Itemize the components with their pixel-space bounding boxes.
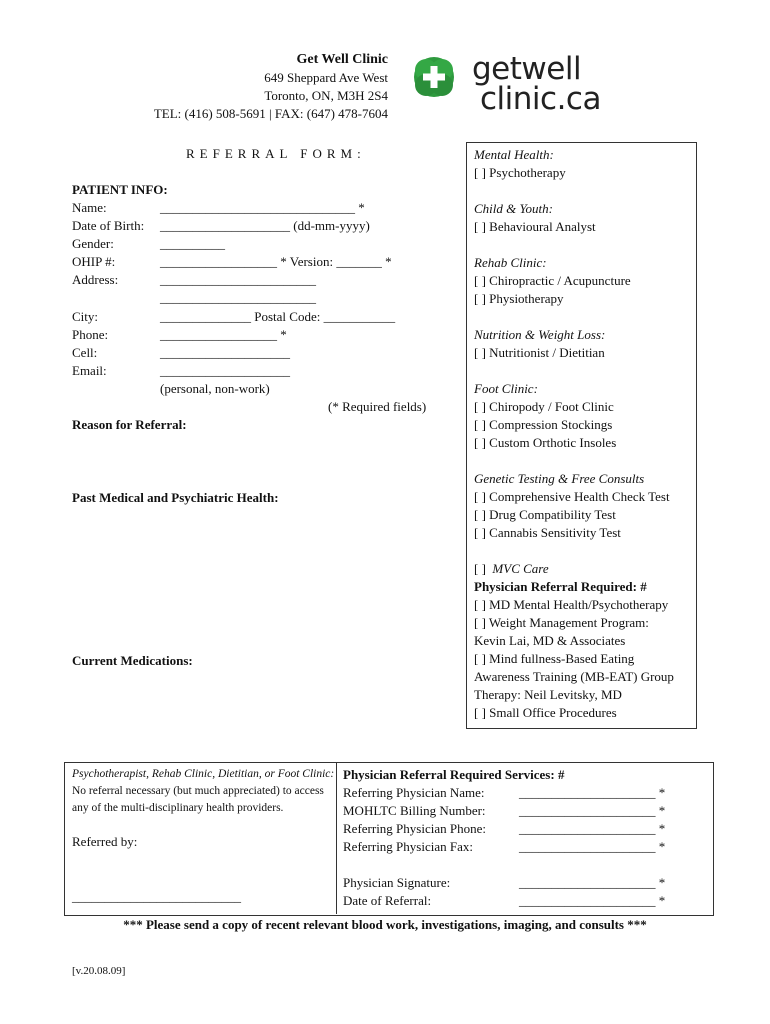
mb-eat-line2: Awareness Training (MB-EAT) Group	[474, 669, 674, 684]
clinic-header	[0, 50, 388, 123]
mvc-label: MVC Care	[492, 561, 549, 576]
service-checkbox-mb-eat[interactable]: [ ] Mind fullness-Based Eating	[474, 651, 635, 666]
referral-date-row	[343, 892, 703, 910]
no-referral-intro: Psychotherapist, Rehab Clinic, Dietitian, or Foot Clinic:	[72, 768, 335, 780]
physician-phone-row	[343, 820, 703, 838]
address-field-1[interactable]: ________________________	[160, 272, 316, 287]
service-category-foot-clinic: Foot Clinic:	[474, 381, 538, 396]
city-postal-field[interactable]: ______________ Postal Code: ___________	[160, 309, 396, 324]
reason-for-referral-heading: Reason for Referral:	[72, 417, 187, 432]
city-label: City:	[72, 309, 99, 324]
logo-line2: clinic.ca	[480, 81, 601, 117]
past-medical-heading: Past Medical and Psychiatric Health:	[72, 490, 279, 505]
service-checkbox-behavioural[interactable]: [ ] Behavioural Analyst	[474, 219, 596, 234]
form-title: REFERRAL FORM:	[186, 146, 366, 161]
physician-fax-row	[343, 838, 703, 856]
address-label: Address:	[72, 272, 119, 287]
physician-referral-section	[343, 766, 703, 910]
service-checkbox-compression[interactable]: [ ] Compression Stockings	[474, 417, 613, 432]
service-checkbox-small-office[interactable]: [ ] Small Office Procedures	[474, 705, 617, 720]
mvc-box[interactable]: [ ]	[474, 561, 486, 576]
clinic-contact: TEL: (416) 508-5691 | FAX: (647) 478-7604	[153, 106, 388, 121]
services-list	[474, 146, 696, 722]
billing-number-row	[343, 802, 703, 820]
referral-date-field[interactable]: _____________________ *	[519, 893, 666, 908]
cell-field[interactable]: ____________________	[160, 345, 290, 360]
physician-required-heading: Physician Referral Required: #	[474, 579, 647, 594]
clinic-name: Get Well Clinic	[296, 52, 388, 67]
gender-label: Gender:	[72, 236, 114, 251]
physician-phone-label: Referring Physician Phone:	[343, 821, 486, 836]
email-note: (personal, non-work)	[160, 381, 270, 396]
footer-note: *** Please send a copy of recent relevant blood work, investigations, imaging, and consults ***	[123, 917, 647, 932]
service-checkbox-physiotherapy[interactable]: [ ] Physiotherapy	[474, 291, 564, 306]
physician-signature-field[interactable]: _____________________ *	[519, 875, 666, 890]
service-checkbox-weight-mgmt[interactable]: [ ] Weight Management Program:	[474, 615, 649, 630]
physician-fax-label: Referring Physician Fax:	[343, 839, 473, 854]
service-checkbox-psychotherapy[interactable]: [ ] Psychotherapy	[474, 165, 566, 180]
name-label: Name:	[72, 200, 107, 215]
service-checkbox-orthotics[interactable]: [ ] Custom Orthotic Insoles	[474, 435, 617, 450]
service-checkbox-md-mental[interactable]: [ ] MD Mental Health/Psychotherapy	[474, 597, 669, 612]
email-field[interactable]: ____________________	[160, 363, 290, 378]
service-category-nutrition: Nutrition & Weight Loss:	[474, 327, 606, 342]
weight-mgmt-provider: Kevin Lai, MD & Associates	[474, 633, 626, 648]
no-referral-section	[72, 766, 340, 905]
clinic-address-line1: 649 Sheppard Ave West	[264, 70, 388, 85]
service-category-mental-health: Mental Health:	[474, 147, 554, 162]
physician-name-field[interactable]: _____________________ *	[519, 785, 666, 800]
name-field[interactable]: ______________________________ *	[160, 200, 365, 215]
clinic-address-line2: Toronto, ON, M3H 2S4	[264, 88, 388, 103]
physician-name-label: Referring Physician Name:	[343, 785, 485, 800]
service-checkbox-nutritionist[interactable]: [ ] Nutritionist / Dietitian	[474, 345, 605, 360]
billing-number-label: MOHLTC Billing Number:	[343, 803, 486, 818]
version-label: [v.20.08.09]	[72, 965, 126, 977]
physician-signature-row	[343, 874, 703, 892]
referred-by-line[interactable]: __________________________	[72, 889, 241, 904]
current-medications-heading: Current Medications:	[72, 653, 193, 668]
dob-label: Date of Birth:	[72, 218, 145, 233]
phone-label: Phone:	[72, 327, 109, 342]
phone-field[interactable]: __________________ *	[160, 327, 287, 342]
referral-date-label: Date of Referral:	[343, 893, 432, 908]
mb-eat-provider: Therapy: Neil Levitsky, MD	[474, 687, 622, 702]
service-checkbox-chiropody[interactable]: [ ] Chiropody / Foot Clinic	[474, 399, 614, 414]
physician-services-heading: Physician Referral Required Services: #	[343, 767, 565, 782]
physician-phone-field[interactable]: _____________________ *	[519, 821, 666, 836]
service-checkbox-mvc[interactable]	[474, 560, 696, 578]
logo-wordmark	[472, 51, 601, 117]
cross-logo-icon	[414, 57, 454, 97]
dob-field[interactable]: ____________________ (dd-mm-yyyy)	[160, 218, 370, 233]
gender-field[interactable]: __________	[160, 236, 225, 251]
physician-name-row	[343, 784, 703, 802]
ohip-label: OHIP #:	[72, 254, 116, 269]
service-checkbox-health-check[interactable]: [ ] Comprehensive Health Check Test	[474, 489, 670, 504]
ohip-field[interactable]: __________________ * Version: _______ *	[160, 254, 392, 269]
billing-number-field[interactable]: _____________________ *	[519, 803, 666, 818]
no-referral-note: No referral necessary (but much appreciated) to access any of the multi-disciplinary health providers.	[72, 785, 324, 814]
service-checkbox-cannabis[interactable]: [ ] Cannabis Sensitivity Test	[474, 525, 621, 540]
email-label: Email:	[72, 363, 107, 378]
service-category-child-youth: Child & Youth:	[474, 201, 553, 216]
service-category-genetic: Genetic Testing & Free Consults	[474, 471, 645, 486]
logo-line1: getwell	[472, 51, 582, 87]
service-category-rehab: Rehab Clinic:	[474, 255, 547, 270]
patient-info-heading: PATIENT INFO:	[72, 182, 168, 197]
cell-label: Cell:	[72, 345, 98, 360]
address-field-2[interactable]: ________________________	[160, 290, 316, 305]
referred-by-label: Referred by:	[72, 834, 138, 849]
physician-signature-label: Physician Signature:	[343, 875, 451, 890]
service-checkbox-chiropractic[interactable]: [ ] Chiropractic / Acupuncture	[474, 273, 631, 288]
service-checkbox-drug-compat[interactable]: [ ] Drug Compatibility Test	[474, 507, 616, 522]
physician-fax-field[interactable]: _____________________ *	[519, 839, 666, 854]
required-fields-note: (* Required fields)	[328, 399, 427, 414]
